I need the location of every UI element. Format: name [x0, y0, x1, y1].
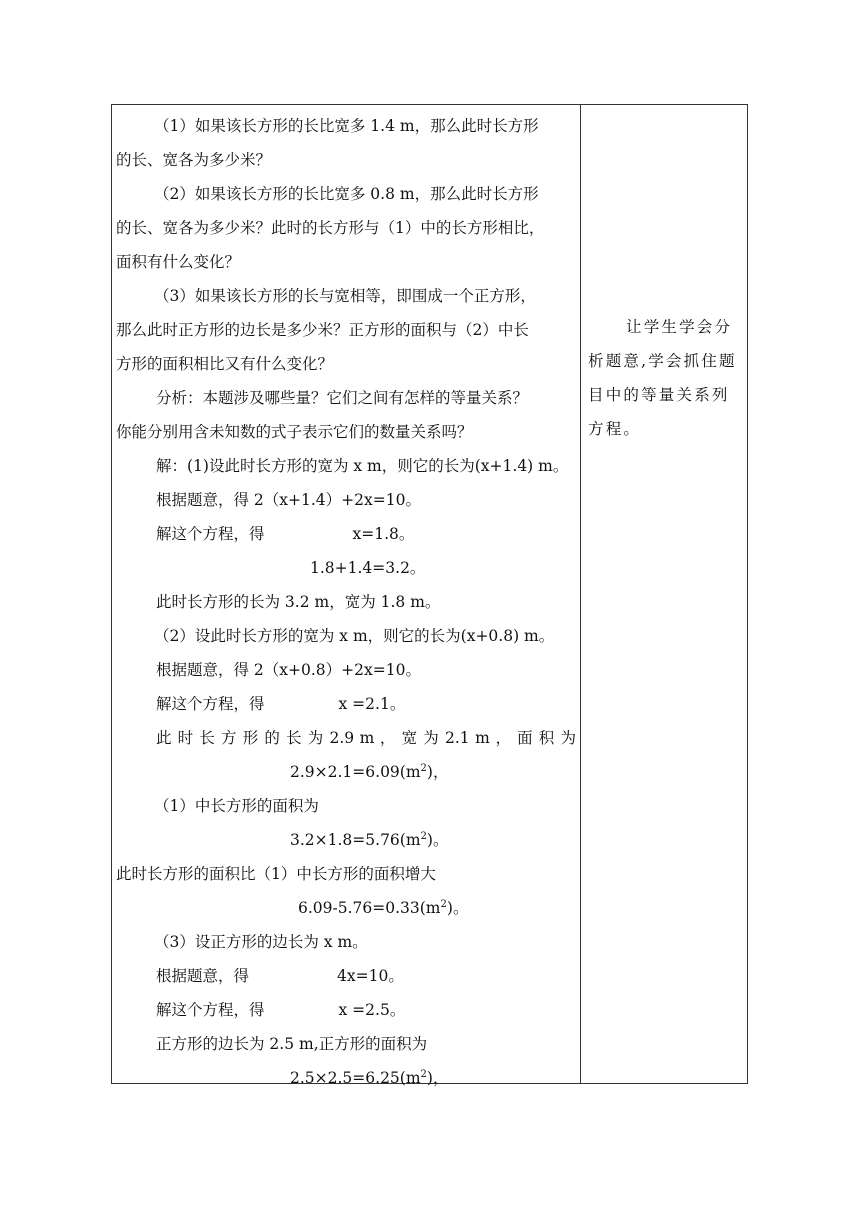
- solution-2-solve: [116, 687, 576, 721]
- solution-3-setup: （3）设正方形的边长为 x m。: [154, 933, 368, 951]
- solution-2-area-1: $3.2\times 1.8=5.76(m^2)$。: [290, 830, 449, 849]
- solution-2-area: $2.9\times 2.1=6.09(m^2)$，: [290, 762, 449, 781]
- question-2-line-1: （2）如果该长方形的长比宽多 0.8 m，那么此时长方形: [154, 185, 539, 203]
- solution-3-solve: [116, 993, 576, 1027]
- question-3-line-1: （3）如果该长方形的长与宽相等，即围成一个正方形，: [154, 287, 536, 305]
- solution-1-equation: 根据题意，得 2（x+1.4）+2x=10。: [156, 491, 421, 509]
- solve-label: 解这个方程，得: [156, 525, 265, 543]
- solution-2-dimensions: 此 时 长 方 形 的 长 为 2.9 m ， 宽 为 2.1 m ， 面 积 为: [156, 729, 576, 747]
- solution-1-sum: 1.8+1.4=3.2。: [310, 559, 426, 577]
- question-3-line-3: 方形的面积相比又有什么变化？: [116, 355, 334, 373]
- solve-result: x =2.5。: [338, 1001, 406, 1019]
- solution-2-compare-label: （1）中长方形的面积为: [154, 797, 319, 815]
- solve-result: x=1.8。: [352, 525, 415, 543]
- solution-3-answer: 正方形的边长为 2.5 m,正方形的面积为: [156, 1035, 428, 1053]
- solution-2-increase: $6.09-5.76=0.33(m^2)$。: [298, 898, 469, 917]
- question-1-line-1: （1）如果该长方形的长比宽多 1.4 m，那么此时长方形: [154, 117, 539, 135]
- question-1-line-2: 的长、宽各为多少米？: [116, 151, 272, 169]
- solve-result: x =2.1。: [338, 695, 406, 713]
- solution-2-setup: （2）设此时长方形的宽为 x m，则它的长为(x+0.8) m。: [154, 627, 555, 645]
- question-2-line-2: 的长、宽各为多少米？此时的长方形与（1）中的长方形相比，: [116, 219, 545, 237]
- intent-line-2: 析题意,学会抓住题: [588, 352, 737, 370]
- column-divider: [580, 105, 581, 1083]
- solution-2-equation: 根据题意，得 2（x+0.8）+2x=10。: [156, 661, 421, 679]
- equation-value: 4x=10。: [337, 967, 404, 985]
- solution-1-setup: 解：(1)设此时长方形的宽为 x m，则它的长为(x+1.4) m。: [156, 457, 569, 475]
- intent-line-4: 方程。: [588, 420, 642, 438]
- solution-1-solve: [116, 517, 576, 551]
- lesson-table: [111, 104, 748, 1087]
- question-3-line-2: 那么此时正方形的边长是多少米？正方形的面积与（2）中长: [116, 321, 529, 339]
- main-content-cell: [116, 109, 576, 1095]
- solve-label: 解这个方程，得: [156, 1001, 265, 1019]
- solution-1-answer: 此时长方形的长为 3.2 m，宽为 1.8 m。: [156, 593, 441, 611]
- design-intent-cell: [588, 310, 744, 446]
- intent-line-3: 目中的等量关系列: [588, 386, 730, 404]
- question-2-line-3: 面积有什么变化？: [116, 253, 241, 271]
- equation-label: 根据题意，得: [156, 967, 250, 985]
- solve-label: 解这个方程，得: [156, 695, 265, 713]
- intent-line-1: 让学生学会分: [626, 318, 733, 336]
- solution-3-equation: [116, 959, 576, 993]
- solution-3-area: $2.5\times 2.5=6.25(m^2)$，: [290, 1068, 449, 1087]
- solution-2-increase-label: 此时长方形的面积比（1）中长方形的面积增大: [116, 865, 436, 883]
- analysis-line-1: 分析：本题涉及哪些量？它们之间有怎样的等量关系？: [156, 389, 529, 407]
- analysis-line-2: 你能分别用含未知数的式子表示它们的数量关系吗？: [116, 423, 473, 441]
